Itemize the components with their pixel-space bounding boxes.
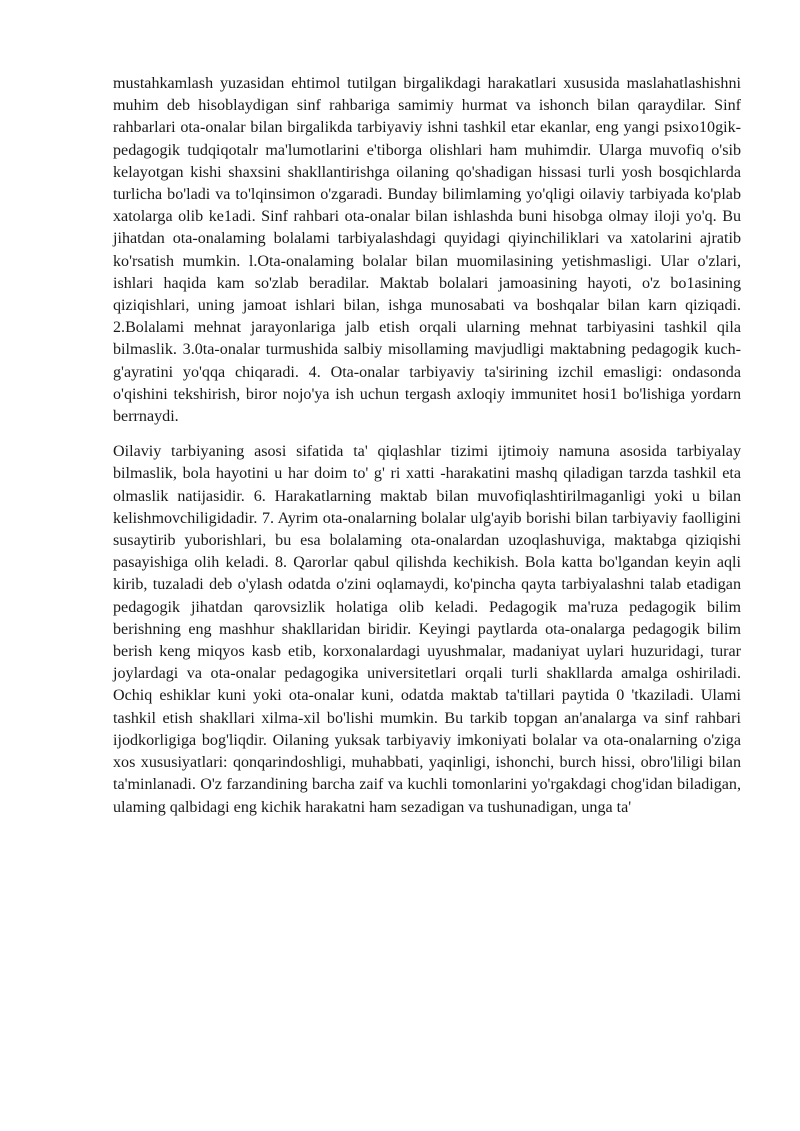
paragraph-2: Oilaviy tarbiyaning asosi sifatida ta' qiqlashlar tizimi ijtimoiy namuna asosida tarbiyalay bilmaslik, bola hayotini u har doim to' g' ri xatti -harakatini mashq qiladigan tarzda tashkil eta olmaslik natijasidir. 6. Harakatlarning maktab bilan muvofiqlashtirilmaganligi yoki u bilan kelishmovchiligidadir. 7. Ayrim ota-onalarning bolalar ulg'ayib borishi bilan tarbiyaviy faolligini susaytirib yuborishlari, bu esa bolalaming ota-onalardan uzoqlashuviga, maktabga qiziqishi pasayishiga olih keladi. 8. Qarorlar qabul qilishda kechikish. Bola katta bo'lgandan keyin aqli kirib, tuzaladi deb o'ylash odatda o'zini oqlamaydi, ko'pincha qayta tarbiyalashni talab etadigan pedagogik jihatdan qarovsizlik holatiga olib keladi. Pedagogik ma'ruza pedagogik bilim berishning eng mashhur shakllaridan biridir. Keyingi paytlarda ota-onalarga pedagogik bilim berish keng miqyos kasb etib, korxonalardagi uyushmalar, madaniyat uylari huzuridagi, turar joylardagi va ota-onalar pedagogika universitetlari orqali turli shakllarda amalga oshiriladi. Ochiq eshiklar kuni yoki ota-onalar kuni, odatda maktab ta'tillari paytida 0 'tkaziladi. Ulami tashkil etish shakllari xilma-xil bo'lishi mumkin. Bu tarkib topgan an'analarga va sinf rahbari ijodkorligiga bog'liqdir. Oilaning yuksak tarbiyaviy imkoniyati bolalar va ota-onalarning o'ziga xos xususiyatlari: qonqarindoshligi, muhabbati, yaqinligi, ishonchi, burch hissi, obro'liligi bilan ta'minlanadi. O'z farzandining barcha zaif va kuchli tomonlarini yo'rgakdagi chog'idan biladigan, ulaming qalbidagi eng kichik harakatni ham sezadigan va tushunadigan, unga ta' — [113, 443, 741, 816]
paragraph-1: mustahkamlash yuzasidan ehtimol tutilgan birgalikdagi harakatlari xususida maslahatlashishni muhim deb hisoblaydigan sinf rahbariga samimiy hurmat va ishonch bilan qaraydilar. Sinf rahbarlari ota-onalar bilan birgalikda tarbiyaviy ishni tashkil etar ekanlar, eng yangi psixo10gik-pedagogik tudqiqotalr ma'lumotlarini e'tiborga olishlari ham muhimdir. Ularga muvofiq o'sib kelayotgan kishi shaxsini shakllantirishga oilaning qo'shadigan hissasi turli yosh bosqichlarda turlicha bo'ladi va to'lqinsimon o'zgaradi. Bunday bilimlaming yo'qligi oilaviy tarbiyada ko'plab xatolarga olib ke1adi. Sinf rahbari ota-onalar bilan ishlashda buni hisobga olmay iloji yo'q. Bu jihatdan ota-onalaming bolalami tarbiyalashdagi quyidagi qiyinchiliklari va xatolarini ajratib ko'rsatish mumkin. l.Ota-onalaming bolalar bilan muomilasining yetishmasligi. Ular o'zlari, ishlari haqida kam so'zlab beradilar. Maktab bolalari jamoasining hayoti, o'z bo1asining qiziqishlari, uning jamoat ishlari bilan, ishga munosabati va boshqalar bilan karn qiziqadi. 2.Bolalami mehnat jarayonlariga jalb etish orqali ularning mehnat tarbiyasini tashkil qila bilmaslik. 3.0ta-onalar turmushida salbiy misollaming mavjudligi maktabning pedagogik kuch-g'ayratini yo'qqa chiqaradi. 4. Ota-onalar tarbiyaviy ta'sirining izchil emasligi: ondasonda o'qishini tekshirish, biror nojo'ya ish uchun tergash axloqiy immunitet hosi1 bo'lishiga yordarn berrnaydi. — [113, 75, 741, 426]
document-page — [113, 73, 741, 819]
